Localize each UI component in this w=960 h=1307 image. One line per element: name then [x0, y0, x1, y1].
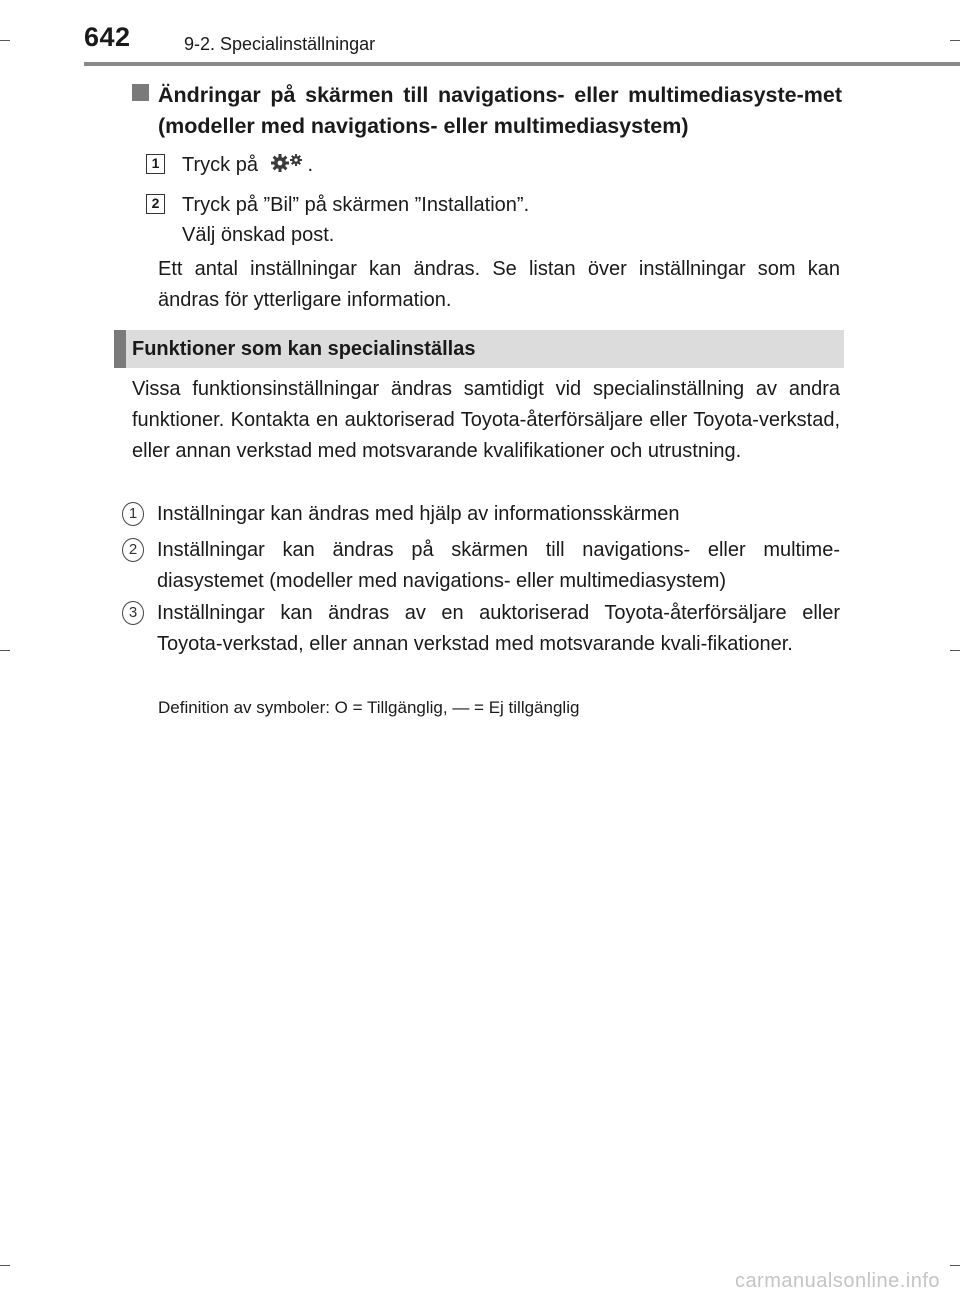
band-accent	[114, 330, 126, 368]
circled-number: 3	[122, 601, 144, 625]
step-number-box: 1	[146, 154, 165, 174]
method-item-3	[122, 598, 840, 660]
subsection-title: Ändringar på skärmen till navigations- eller multimediasyste-met (modeller med navigations- eller multimediasystem)	[158, 83, 842, 138]
circled-number: 1	[122, 502, 144, 526]
section-band	[114, 330, 844, 368]
crop-mark	[0, 40, 10, 41]
crop-mark	[950, 650, 960, 651]
step-text: Välj önskad post.	[182, 224, 335, 246]
page-number: 642	[84, 22, 131, 52]
note-paragraph: Ett antal inställningar kan ändras. Se listan över inställningar som kan ändras för ytterligare information.	[158, 258, 840, 311]
symbol-definition: Definition av symboler: O = Tillgänglig, — = Ej tillgänglig	[158, 698, 580, 717]
method-item-2	[122, 535, 840, 597]
crop-mark	[950, 1265, 960, 1266]
intro-paragraph: Vissa funktionsinställningar ändras samtidigt vid specialinställning av andra funktioner. Kontakta en auktoriserad Toyota-återförsäljare eller Toyota-verkstad, eller annan verkstad med motsvarande kvalifikationer och utrustning.	[132, 378, 840, 462]
header-divider	[84, 62, 960, 66]
step-text: Tryck på	[182, 154, 258, 176]
crop-mark	[0, 650, 10, 651]
subsection-heading	[132, 80, 842, 142]
method-item-1	[122, 499, 840, 530]
section-title: 9-2. Specialinställningar	[184, 34, 376, 54]
crop-mark	[0, 1265, 10, 1266]
crop-mark	[950, 40, 960, 41]
settings-gears-icon	[268, 151, 306, 182]
step-text: Tryck på ”Bil” på skärmen ”Installation”.	[182, 194, 530, 216]
method-text: Inställningar kan ändras på skärmen till navigations- eller multime-diasystemet (modeller med navigations- eller multimediasystem)	[157, 539, 840, 592]
watermark: carmanualsonline.info	[734, 1270, 940, 1292]
square-bullet-icon	[132, 84, 149, 101]
method-text: Inställningar kan ändras med hjälp av informationsskärmen	[157, 503, 680, 525]
circled-number: 2	[122, 538, 144, 562]
step-number-box: 2	[146, 194, 165, 214]
method-text: Inställningar kan ändras av en auktoriserad Toyota-återförsäljare eller Toyota-verkstad, eller annan verkstad med motsvarande kvali-fikationer.	[157, 602, 840, 655]
band-title: Funktioner som kan specialinställas	[132, 338, 476, 360]
